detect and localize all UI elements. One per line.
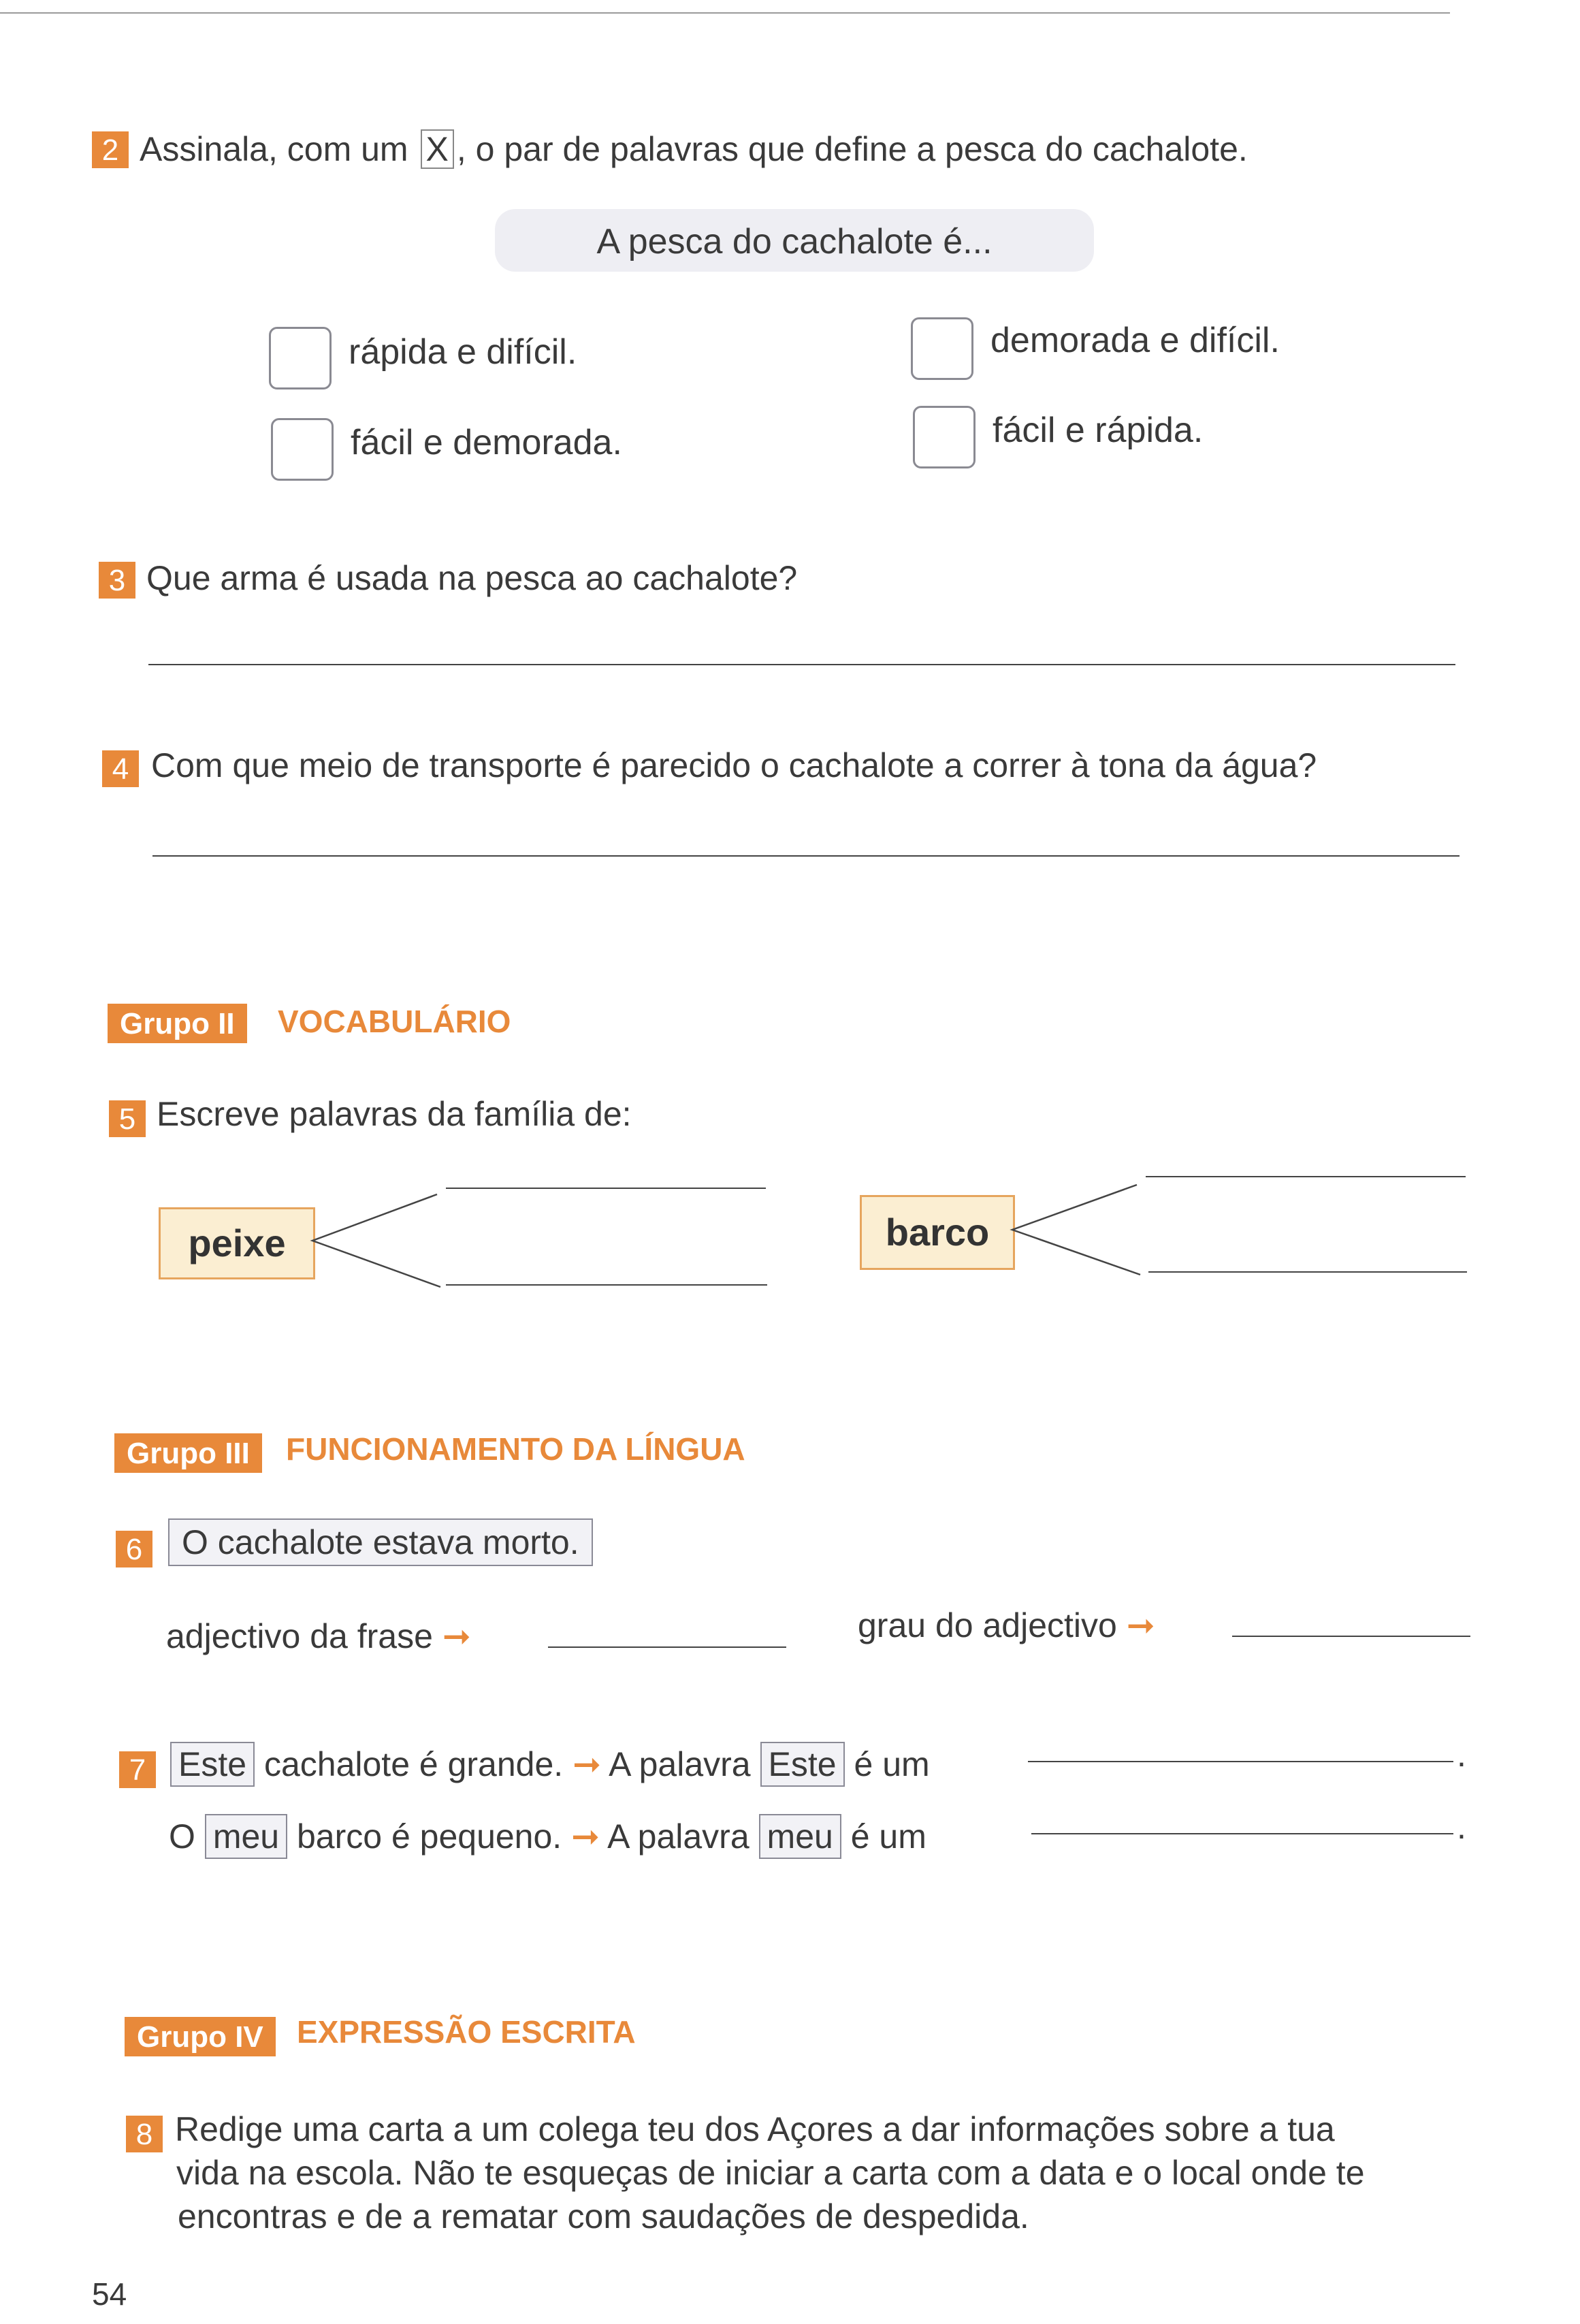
question-7-sentence-1 [170, 1742, 930, 1787]
question-5-number: 5 [109, 1100, 146, 1137]
highlight-word-este-2: Este [760, 1742, 845, 1787]
option-4-label: fácil e rápida. [993, 411, 1204, 450]
question-3-number: 3 [99, 562, 135, 599]
answer-line-q4[interactable] [152, 855, 1460, 857]
question-6-sentence: O cachalote estava morto. [168, 1518, 593, 1566]
sentence-1-rest: cachalote é grande. [263, 1745, 564, 1783]
highlight-word-meu-2: meu [759, 1814, 841, 1859]
e-um-2: é um [850, 1817, 926, 1856]
degree-label-text: grau do adjectivo [858, 1606, 1117, 1644]
answer-line-barco-2[interactable] [1148, 1271, 1467, 1273]
checkbox-option-1[interactable] [269, 327, 332, 389]
arrow-icon: ➞ [571, 1817, 600, 1856]
question-2-number: 2 [92, 131, 129, 168]
option-1-label: rápida e difícil. [349, 332, 577, 372]
question-7-sentence-2 [169, 1814, 926, 1859]
question-8-line-2: vida na escola. Não te esqueças de iniciar a carta com a data e o local onde te [176, 2154, 1365, 2192]
question-2-prompt: A pesca do cachalote é... [495, 209, 1094, 272]
arrow-icon: ➞ [1126, 1606, 1155, 1644]
option-3-label: demorada e difícil. [990, 321, 1280, 360]
arrow-icon: ➞ [442, 1617, 471, 1655]
question-4-text: Com que meio de transporte é parecido o cachalote a correr à tona da água? [151, 746, 1317, 784]
question-4-number: 4 [102, 750, 139, 787]
highlight-word-meu: meu [205, 1814, 287, 1859]
bracket-barco [1011, 1183, 1140, 1276]
question-6-number: 6 [116, 1531, 152, 1567]
degree-label [858, 1606, 1155, 1645]
top-rule [0, 12, 1450, 14]
checkbox-option-3[interactable] [911, 317, 973, 380]
answer-line-barco-1[interactable] [1146, 1176, 1466, 1177]
group-4-label: Grupo IV [125, 2017, 276, 2056]
answer-line-adjective[interactable] [548, 1646, 786, 1648]
answer-line-degree[interactable] [1232, 1636, 1470, 1637]
answer-line-peixe-1[interactable] [446, 1188, 766, 1189]
question-2-text-after: , o par de palavras que define a pesca do cachalote. [456, 130, 1248, 168]
question-8-line-1: Redige uma carta a um colega teu dos Açores a dar informações sobre a tua [175, 2110, 1335, 2148]
question-7-number: 7 [119, 1751, 156, 1788]
question-5-text: Escreve palavras da família de: [157, 1095, 632, 1133]
group-2-label: Grupo II [108, 1004, 247, 1043]
question-2-text [140, 129, 1248, 169]
x-mark-box: X [421, 129, 454, 169]
a-palavra-1: A palavra [609, 1745, 751, 1783]
word-box-barco: barco [860, 1195, 1015, 1270]
answer-line-q3[interactable] [148, 664, 1455, 665]
bracket-peixe [311, 1193, 440, 1288]
sentence-2-rest: barco é pequeno. [296, 1817, 562, 1856]
option-2-label: fácil e demorada. [351, 423, 622, 462]
highlight-word-este: Este [170, 1742, 255, 1787]
question-8-line-3: encontras e de a rematar com saudações de despedida. [178, 2197, 1029, 2235]
adjective-label-text: adjectivo da frase [166, 1617, 433, 1655]
checkbox-option-2[interactable] [271, 418, 334, 481]
group-4-title: EXPRESSÃO ESCRITA [297, 2014, 636, 2050]
group-3-label: Grupo III [114, 1433, 262, 1473]
period-2: . [1457, 1808, 1466, 1846]
group-2-title: VOCABULÁRIO [278, 1004, 511, 1039]
question-2-text-before: Assinala, com um [140, 130, 408, 168]
page-number: 54 [92, 2276, 127, 2312]
answer-line-q7-1[interactable] [1028, 1761, 1453, 1762]
adjective-label [166, 1617, 471, 1656]
arrow-icon: ➞ [573, 1745, 601, 1783]
answer-line-q7-2[interactable] [1031, 1833, 1453, 1834]
answer-line-peixe-2[interactable] [446, 1284, 767, 1286]
checkbox-option-4[interactable] [913, 406, 976, 468]
a-palavra-2: A palavra [607, 1817, 749, 1856]
period-1: . [1457, 1736, 1466, 1774]
sentence-2-lead: O [169, 1817, 195, 1856]
e-um-1: é um [854, 1745, 930, 1783]
word-box-peixe: peixe [159, 1207, 315, 1279]
question-3-text: Que arma é usada na pesca ao cachalote? [146, 559, 798, 597]
group-3-title: FUNCIONAMENTO DA LÍNGUA [286, 1431, 745, 1467]
question-8-number: 8 [126, 2116, 163, 2152]
